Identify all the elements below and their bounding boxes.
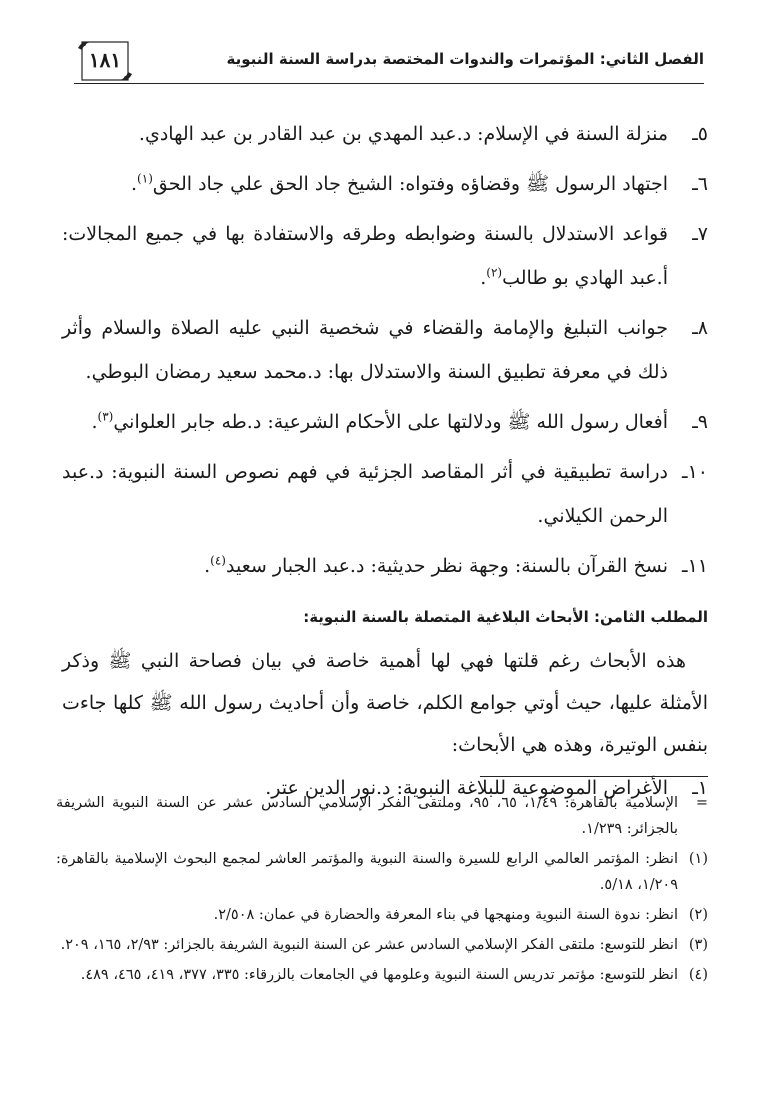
footnote	[56, 846, 708, 898]
footnote-text: الإسلامية بالقاهرة: ١/٤٩، ٦٥، ٩٥، وملتقى الفكر الإسلامي السادس عشر عن السنة النبوية الشريفة بالجزائر: ١/٢٣٩.	[56, 795, 678, 837]
list-item	[62, 450, 708, 538]
footnote	[56, 790, 708, 842]
footnote	[56, 902, 708, 928]
footnote-mark: =	[695, 795, 708, 811]
list-item-text: الأغراض الموضوعية للبلاغة النبوية: د.نور الدين عتر.	[265, 777, 668, 799]
list-item-text	[62, 450, 668, 538]
list-item	[62, 306, 708, 394]
list-item-number: ٦ـ	[692, 173, 708, 195]
list-item	[62, 162, 708, 206]
list-item-text-part: .	[480, 267, 487, 289]
list-item-text-part: .	[131, 173, 138, 195]
list-item-number: ٩ـ	[692, 411, 708, 433]
footnote-mark: (٢)	[688, 907, 708, 923]
list-item-text	[62, 306, 668, 394]
list-item-number: ٧ـ	[692, 223, 708, 245]
list-item-number: ١ـ	[692, 777, 708, 799]
list-item-text-part: .	[204, 555, 211, 577]
footnote-text: انظر: ندوة السنة النبوية ومنهجها في بناء المعرفة والحضارة في عمان: ٢/٥٠٨.	[213, 907, 678, 923]
list-item-text-part: قواعد الاستدلال بالسنة وضوابطه وطرقه والاستفادة بها في جميع المجالات: أ.عبد الهادي بو طالب	[62, 223, 668, 289]
section-paragraph: هذه الأبحاث رغم قلتها فهي لها أهمية خاصة في بيان فصاحة النبي ﷺ وذكر الأمثلة عليها، حيث أوتي جوامع الكلم، خاصة وأن أحاديث رسول الله ﷺ كلها جاءت بنفس الوتيرة، وهذه هي الأبحاث:	[62, 650, 708, 756]
list-item-number: ١٠ـ	[682, 461, 708, 483]
footnote	[56, 932, 708, 958]
footnote-reference: (٤)	[210, 553, 226, 568]
footnote-reference: (٢)	[486, 265, 503, 280]
footnote-reference: (٣)	[97, 409, 114, 424]
list-item	[62, 112, 708, 156]
header-rule	[74, 83, 704, 84]
footnote-separator	[480, 776, 708, 777]
footnote	[56, 962, 708, 988]
footnotes	[56, 790, 708, 992]
list-item-text-part: منزلة السنة في الإسلام: د.عبد المهدي بن عبد القادر بن عبد الهادي.	[138, 123, 668, 145]
list-item-text-part: نسخ القرآن بالسنة: وجهة نظر حديثية: د.عبد الجبار سعيد	[225, 555, 668, 577]
list-item	[62, 400, 708, 444]
footnote-mark: (١)	[688, 851, 708, 867]
list-item-text	[62, 212, 668, 300]
list-item-number: ٥ـ	[692, 123, 708, 145]
list-item-text	[62, 112, 668, 156]
list-item-text	[62, 544, 668, 588]
footnote-reference: (١)	[137, 171, 153, 186]
list-item-text-part: جوانب التبليغ والإمامة والقضاء في شخصية النبي عليه الصلاة والسلام وأثر ذلك في معرفة تطبيق السنة والاستدلال بها: د.محمد سعيد رمضان البوطي.	[62, 317, 668, 383]
footnote-mark: (٤)	[688, 967, 708, 983]
list-item-number: ٨ـ	[692, 317, 708, 339]
list-item-text-part: .	[91, 411, 98, 433]
list-item-text-part: اجتهاد الرسول ﷺ وقضاؤه وفتواه: الشيخ جاد الحق علي جاد الحق	[152, 173, 668, 195]
footnote-mark: (٣)	[688, 937, 708, 953]
list-item-text-part: أفعال رسول الله ﷺ ودلالتها على الأحكام الشرعية: د.طه جابر العلواني	[113, 411, 668, 433]
chapter-title: الفصل الثاني: المؤتمرات والندوات المختصة بدراسة السنة النبوية	[226, 50, 704, 68]
body-text	[62, 112, 708, 810]
footnote-text: انظر: المؤتمر العالمي الرابع للسيرة والسنة النبوية والمؤتمر العاشر لمجمع البحوث الإسلامية بالقاهرة: ١/٢٠٩، ٥/١٨.	[56, 851, 678, 893]
footnote-text: انظر للتوسع: ملتقى الفكر الإسلامي السادس عشر عن السنة النبوية الشريفة بالجزائر: ٢/٩٣، ١٦٥، ٢٠٩.	[60, 937, 678, 953]
list-item-number: ١١ـ	[682, 555, 708, 577]
conference-list	[62, 112, 708, 588]
list-item-text-part: دراسة تطبيقية في أثر المقاصد الجزئية في فهم نصوص السنة النبوية: د.عبد الرحمن الكيلاني.	[62, 461, 668, 527]
list-item-text	[62, 162, 668, 206]
footnote-text: انظر للتوسع: مؤتمر تدريس السنة النبوية وعلومها في الجامعات بالزرقاء: ٣٣٥، ٣٧٧، ٤١٩، ٤٦٥، ٤٨٩.	[80, 967, 678, 983]
list-item	[62, 544, 708, 588]
page-header	[74, 38, 704, 98]
list-item-text	[62, 400, 668, 444]
section-heading: المطلب الثامن: الأبحاث البلاغية المتصلة بالسنة النبوية:	[303, 608, 708, 626]
list-item	[62, 212, 708, 300]
page-number: ١٨١	[88, 48, 122, 72]
page-number-box	[76, 38, 132, 82]
